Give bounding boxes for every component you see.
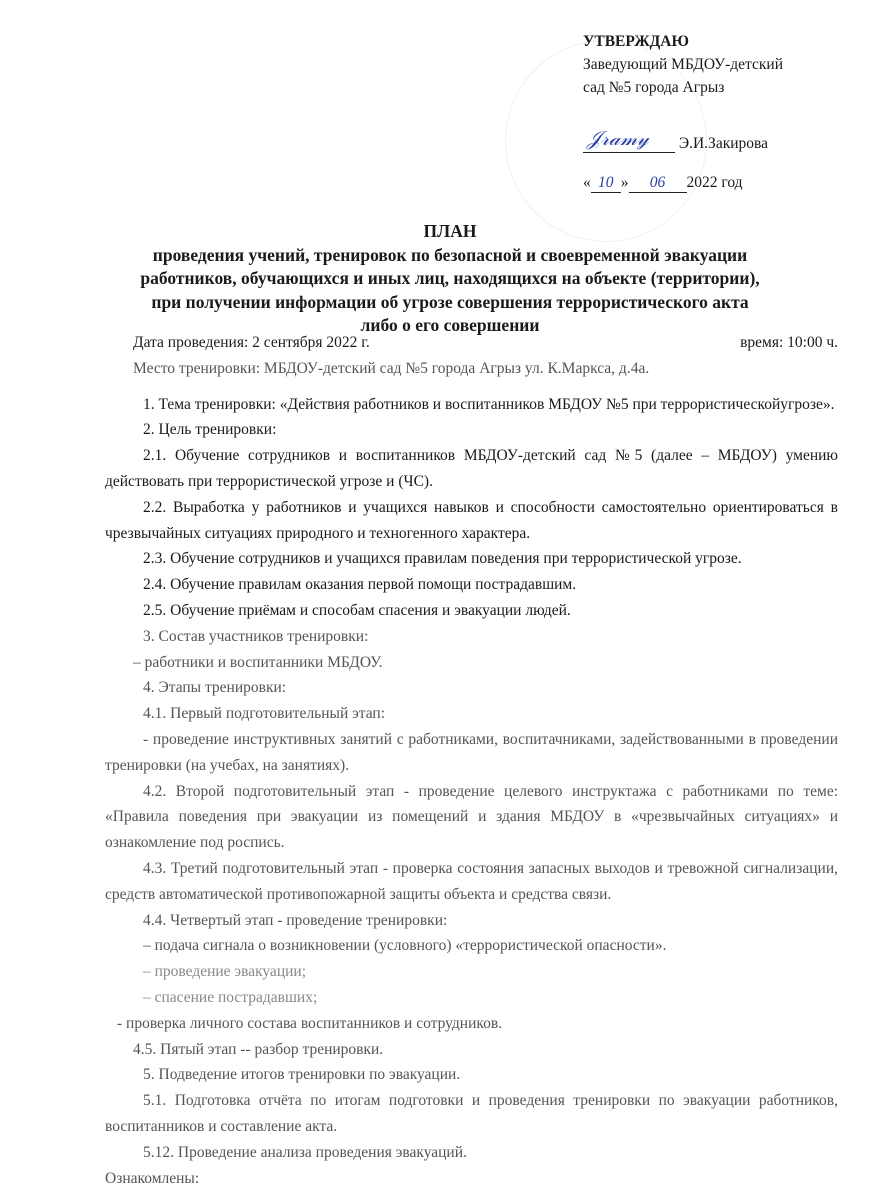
plan-item: - проведение инструктивных занятий с работниками, воспитачниками, задействованными в проведении тренировки (на учебах, на занятиях). bbox=[105, 730, 838, 774]
title-line-2: работников, обучающихся и иных лиц, находящихся на объекте (территории), bbox=[140, 268, 760, 288]
signature: 𝒥𝓇𝒶𝓂𝓎 bbox=[583, 136, 675, 153]
plan-item: 5.12. Проведение анализа проведения эвакуаций. bbox=[143, 1143, 467, 1161]
plan-item: - проверка личного состава воспитанников и сотрудников. bbox=[117, 1014, 503, 1032]
plan-item: 5. Подведение итогов тренировки по эвакуации. bbox=[143, 1066, 461, 1084]
signature-line bbox=[583, 126, 769, 153]
plan-item: 4.4. Четвертый этап - проведение тренировки: bbox=[143, 911, 448, 929]
plan-item: 2.1. Обучение сотрудников и воспитанников МБДОУ-детский сад №5 (далее – МБДОУ) умению действовать при террористической угрозе и (ЧС). bbox=[105, 447, 838, 490]
approval-heading: УТВЕРЖДАЮ bbox=[583, 33, 689, 50]
title-line-3: при получении информации об угрозе совершения террористического акта bbox=[151, 291, 749, 312]
plan-item: 2.2. Выработка у работников и учащихся навыков и способности самостоятельно ориентироваться в чрезвычайных ситуациях природного и техногенного характера. bbox=[105, 498, 838, 542]
title-line-1: проведения учений, тренировок по безопасной и своевременной эвакуации bbox=[152, 244, 748, 265]
plan-item: 1. Тема тренировки: «Действия работников и воспитанников МБДОУ №5 при террористическойугрозе». bbox=[143, 395, 835, 413]
plan-item: 5.1. Подготовка отчёта по итогам подготовки и проведения тренировки по эвакуации работников, воспитанников и составление акта. bbox=[105, 1092, 838, 1135]
document-body bbox=[105, 330, 838, 1191]
plan-item: 4.1. Первый подготовительный этап: bbox=[143, 705, 386, 723]
signer-name: Э.И.Закирова bbox=[678, 135, 769, 152]
title-line-4: либо о его совершении bbox=[360, 315, 540, 335]
plan-item: 4.2. Второй подготовительный этап - проведение целевого инструктажа с работниками по теме: «Правила поведения при эвакуации из помещений и здания МБДОУ в «чрезвычайных ситуациях» и ознакомление под роспись. bbox=[105, 782, 838, 852]
plan-item: 4.3. Третий подготовительный этап - проверка состояния запасных выходов и тревожной сигнализации, средств автоматической противопожарной защиты объекта и средства связи. bbox=[105, 859, 838, 903]
plan-item: 2.4. Обучение правилам оказания первой помощи пострадавшим. bbox=[143, 576, 577, 594]
date-month: 06 bbox=[629, 174, 687, 193]
plan-item: 2.3. Обучение сотрудников и учащихся правилам поведения при террористической угрозе. bbox=[143, 550, 742, 568]
date-year: 2022 год bbox=[686, 174, 743, 191]
document-title bbox=[60, 220, 840, 338]
approval-position-2: сад №5 города Агрыз bbox=[583, 79, 725, 96]
meta-row bbox=[105, 330, 838, 356]
approval-block bbox=[583, 30, 783, 99]
plan-item: 4.5. Пятый этап -- разбор тренировки. bbox=[133, 1040, 384, 1058]
training-time: время: 10:00 ч. bbox=[740, 334, 838, 351]
title-main: ПЛАН bbox=[423, 221, 477, 241]
plan-item: 2. Цель тренировки: bbox=[143, 421, 277, 439]
plan-item: – проведение эвакуации; bbox=[143, 963, 307, 981]
plan-item: 4. Этапы тренировки: bbox=[143, 679, 287, 697]
approval-position-1: Заведующий МБДОУ-детский bbox=[583, 56, 784, 73]
plan-item: Ознакомлены: bbox=[105, 1169, 200, 1187]
training-place: Место тренировки: МБДОУ-детский сад №5 города Агрыз ул. К.Маркса, д.4а. bbox=[133, 359, 650, 377]
plan-item: 3. Состав участников тренировки: bbox=[143, 627, 369, 645]
date-day: 10 bbox=[591, 174, 621, 193]
plan-item: – работники и воспитанники МБДОУ. bbox=[133, 653, 383, 671]
plan-item: 2.5. Обучение приёмам и способам спасения и эвакуации людей. bbox=[143, 601, 571, 619]
plan-item: – спасение пострадавших; bbox=[143, 988, 318, 1006]
training-date: Дата проведения: 2 сентября 2022 г. bbox=[133, 334, 370, 351]
approval-date: « 10 » 06 2022 год bbox=[583, 174, 743, 191]
plan-item: – подача сигнала о возникновении (условного) «террористической опасности». bbox=[143, 937, 667, 955]
